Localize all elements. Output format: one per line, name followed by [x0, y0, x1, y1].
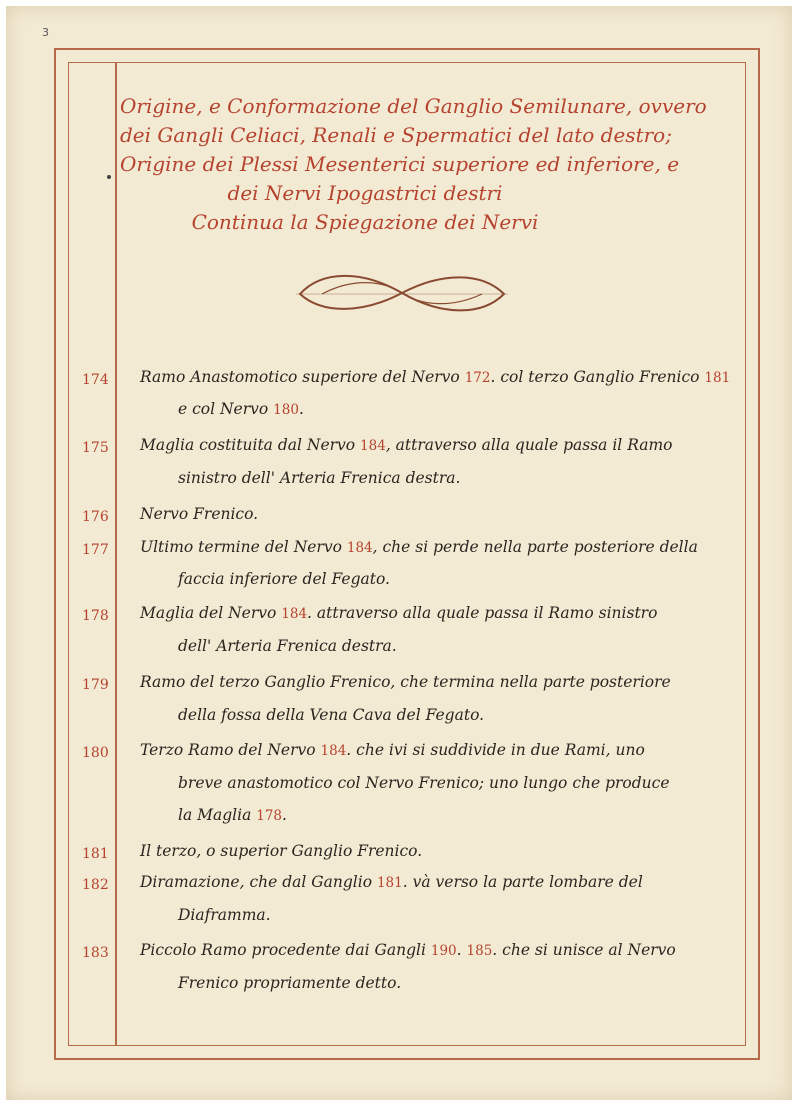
entry-text: Diramazione, che dal Ganglio — [140, 873, 377, 891]
entry-text-line — [140, 842, 422, 860]
entry-number: 177 — [82, 542, 109, 558]
entry-text: Diaframma. — [178, 906, 271, 924]
entry-text-line — [178, 469, 460, 487]
entry-text: . che ivi si suddivide in due Rami, uno — [346, 741, 645, 759]
heading-line: Origine dei Plessi Mesenterici superiore ed inferiore, e — [120, 152, 680, 176]
entry-number: 178 — [82, 608, 109, 624]
reference-number: 185 — [466, 943, 493, 959]
page-number: 3 — [42, 26, 49, 39]
reference-number: 172 — [464, 370, 491, 386]
entry-text-line — [178, 906, 271, 924]
entry-number: 180 — [82, 745, 109, 761]
entry-text: la Maglia — [178, 806, 257, 824]
heading-line: dei Gangli Celiaci, Renali e Spermatici del lato destro; — [120, 123, 672, 147]
entry-text-line — [178, 806, 287, 824]
reference-number: 184 — [360, 438, 386, 454]
reference-number: 180 — [273, 402, 299, 418]
entry-text: , che si perde nella parte posteriore della — [372, 538, 698, 556]
entry-number: 175 — [82, 440, 109, 456]
entry-text-line — [178, 400, 304, 418]
heading-line: dei Nervi Ipogastrici destri — [227, 181, 503, 205]
reference-number: 178 — [256, 808, 283, 824]
entry-text: della fossa della Vena Cava del Fegato. — [178, 706, 485, 724]
entry-text-line — [140, 538, 698, 556]
entry-text-line — [178, 706, 484, 724]
entry-text: . — [282, 806, 287, 824]
entry-number: 179 — [82, 677, 109, 693]
entry-text-line — [140, 673, 671, 691]
entry-text: . — [298, 400, 304, 418]
entry-text: . attraverso alla quale passa il Ramo sinistro — [307, 604, 658, 622]
entry-text: e col Nervo — [178, 400, 274, 418]
entry-text: Frenico propriamente detto. — [178, 974, 402, 992]
reference-number: 184 — [346, 540, 373, 556]
entry-text: Piccolo Ramo procedente dai Gangli — [140, 941, 431, 959]
entry-number: 176 — [82, 509, 109, 525]
entry-number: 182 — [82, 877, 109, 893]
entry-text: faccia inferiore del Fegato. — [178, 570, 390, 588]
margin-rule — [115, 62, 117, 1046]
entry-text-line — [140, 604, 657, 622]
reference-number: 190 — [430, 943, 457, 959]
entry-text: , attraverso alla quale passa il Ramo — [385, 436, 673, 454]
entry-text-line — [140, 873, 643, 891]
entry-text: . — [456, 941, 467, 959]
entry-text: breve anastomotico col Nervo Frenico; uno lungo che produce — [178, 774, 670, 792]
entry-text-line — [178, 637, 397, 655]
reference-number: 184 — [281, 606, 308, 622]
entry-text: Ultimo termine del Nervo — [140, 538, 347, 556]
entry-text-line — [178, 774, 670, 792]
entry-text: Maglia del Nervo — [140, 604, 282, 622]
entry-text-line — [140, 505, 258, 523]
entry-text-line — [140, 741, 645, 759]
entry-number: 174 — [82, 372, 109, 388]
entry-text: Nervo Frenico. — [140, 505, 259, 523]
entry-text: . col terzo Ganglio Frenico — [490, 368, 705, 386]
reference-number: 181 — [704, 370, 731, 386]
entry-text: Il terzo, o superior Ganglio Frenico. — [140, 842, 423, 860]
entry-text: Maglia costituita dal Nervo — [140, 436, 361, 454]
entry-text: Ramo del terzo Ganglio Frenico, che termina nella parte posteriore — [140, 673, 671, 691]
entry-text: . và verso la parte lombare del — [402, 873, 643, 891]
calligraphic-flourish — [292, 268, 512, 318]
entry-text-line — [178, 974, 401, 992]
entry-text: Terzo Ramo del Nervo — [140, 741, 321, 759]
entry-text-line — [140, 941, 676, 959]
entry-text: Ramo Anastomotico superiore del Nervo — [140, 368, 465, 386]
entry-text: dell' Arteria Frenica destra. — [178, 637, 397, 655]
ink-dot — [107, 175, 111, 179]
heading-line: Continua la Spiegazione dei Nervi — [191, 210, 539, 234]
page-heading — [120, 92, 707, 237]
entry-text-line — [140, 368, 730, 386]
entry-text: sinistro dell' Arteria Frenica destra. — [178, 469, 461, 487]
reference-number: 184 — [320, 743, 347, 759]
entry-text-line — [140, 436, 673, 454]
heading-line: Origine, e Conformazione del Ganglio Semilunare, ovvero — [120, 94, 707, 118]
entry-number: 183 — [82, 945, 109, 961]
entry-number: 181 — [82, 846, 109, 862]
reference-number: 181 — [376, 875, 403, 891]
entry-text: . che si unisce al Nervo — [492, 941, 676, 959]
entry-text-line — [178, 570, 390, 588]
